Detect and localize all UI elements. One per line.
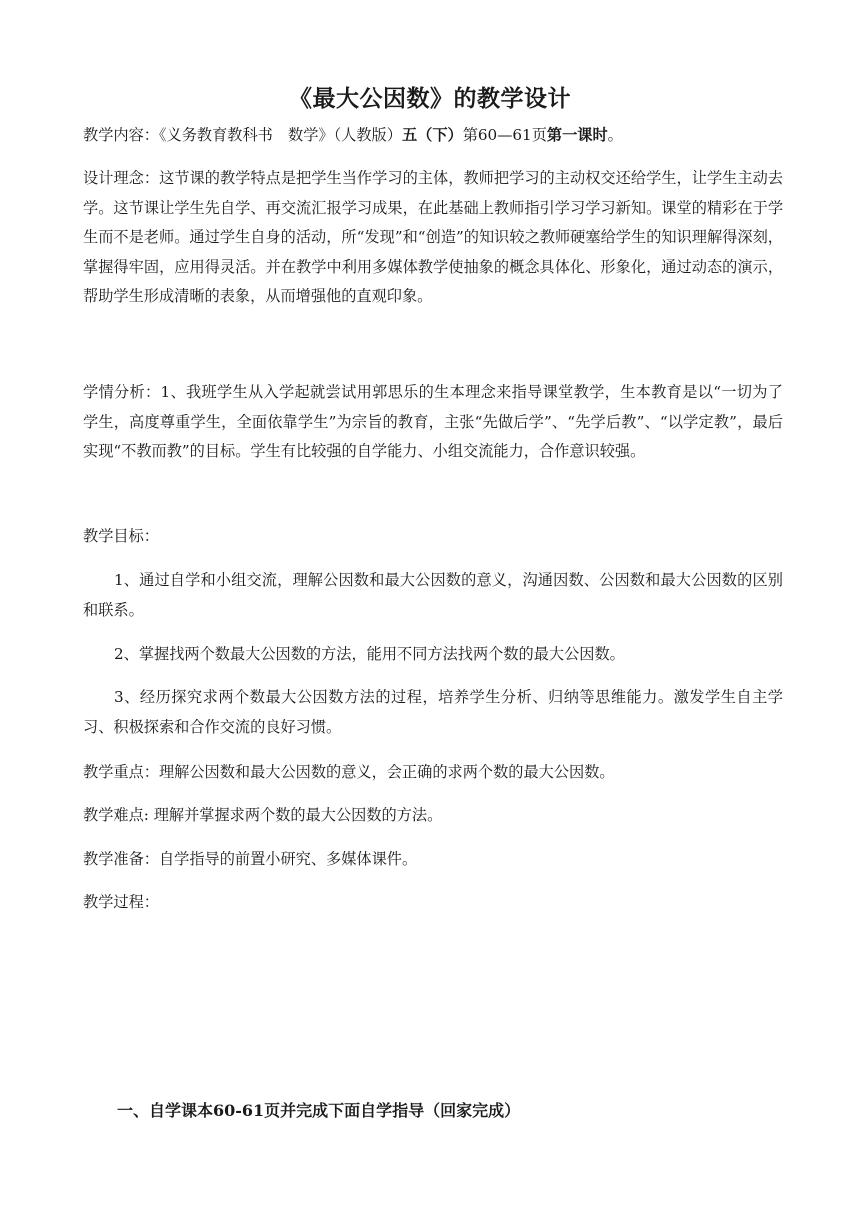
page-range: 第60—61页: [462, 126, 547, 144]
teaching-goal-2: 2、掌握找两个数最大公因数的方法，能用不同方法找两个数的最大公因数。: [114, 645, 625, 663]
teaching-difficulty: 教学难点: 理解并掌握求两个数的最大公因数的方法。: [83, 806, 443, 824]
student-analysis-paragraph: 学情分析：1、我班学生从入学起就尝试用郭思乐的生本理念来指导课堂教学，生本教育是以“一切为了学生，高度尊重学生，全面依靠学生”为宗旨的教育，主张“先做后学”、“先学后教”、“以学定教”，最后实现“不教而教”的目标。学生有比较强的自学能力、小组交流能力，合作意识较强。: [83, 383, 783, 460]
teaching-preparation: 教学准备：自学指导的前置小研究、多媒体课件。: [83, 850, 418, 868]
document-title: 《最大公因数》的教学设计: [289, 85, 571, 112]
lesson-number: 第一课时: [546, 126, 608, 144]
design-philosophy-paragraph: 设计理念：这节课的教学特点是把学生当作学习的主体，教师把学习的主动权交还给学生，让学生主动去学。这节课让学生先自学、再交流汇报学习成果，在此基础上教师指引学习学习新知。课堂的精彩在于学生而不是老师。通过学生自身的活动，所“发现”和“创造”的知识较之教师硬塞给学生的知识理解得深刻，掌握得牢固，应用得灵活。并在教学中利用多媒体教学使抽象的概念具体化、形象化，通过动态的演示，帮助学生形成清晰的表象，从而增强他的直观印象。: [83, 169, 783, 305]
teaching-key-point: 教学重点：理解公因数和最大公因数的意义，会正确的求两个数的最大公因数。: [83, 763, 615, 781]
teaching-content-line: [83, 121, 783, 151]
teaching-process-label: 教学过程：: [83, 893, 159, 911]
teaching-goal-3: 3、经历探究求两个数最大公因数方法的过程，培养学生分析、归纳等思维能力。激发学生自主学习、积极探索和合作交流的良好习惯。: [83, 688, 783, 736]
teaching-content-label: 教学内容：: [83, 126, 159, 144]
teaching-goal-1: 1、通过自学和小组交流，理解公因数和最大公因数的意义，沟通因数、公因数和最大公因数的区别和联系。: [83, 571, 783, 619]
teaching-goals-label: 教学目标：: [83, 527, 159, 545]
content-period: 。: [607, 126, 623, 144]
grade-volume: 五（下）: [401, 126, 463, 144]
section-one-heading: 一、自学课本60-61页并完成下面自学指导（回家完成）: [117, 1101, 521, 1120]
textbook-name: 《义务教育教科书 数学》（人教版）: [158, 126, 402, 144]
